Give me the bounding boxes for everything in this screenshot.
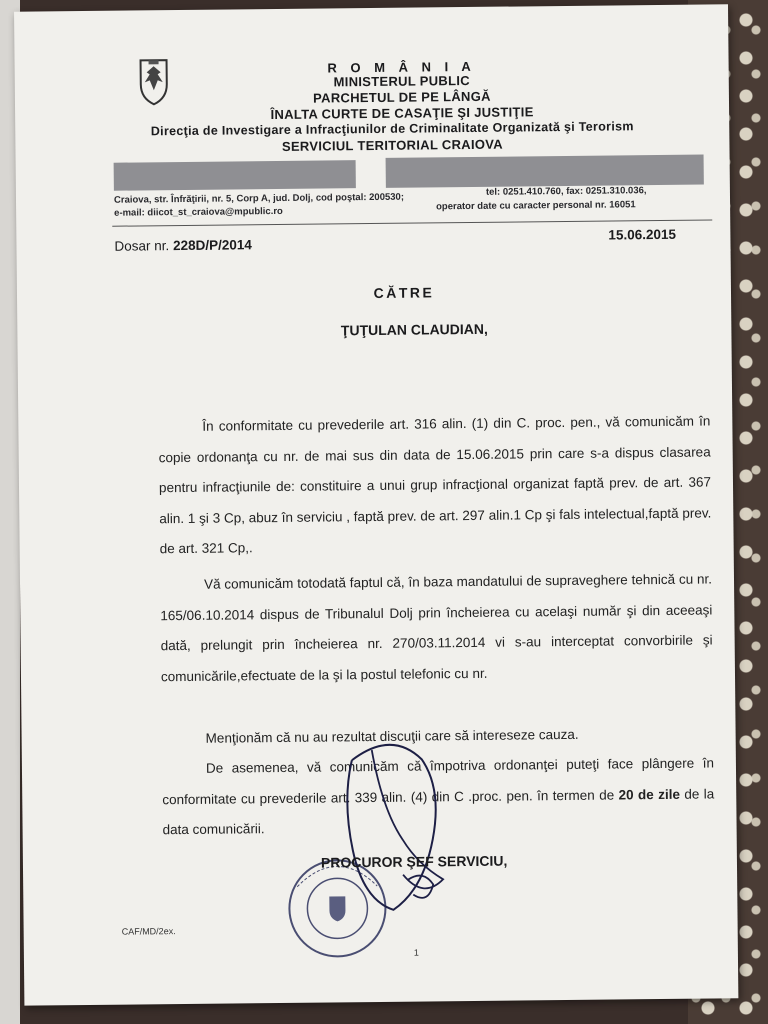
body-text: În conformitate cu prevederile art. 316 alin. (1) din C. proc. pen., vă comunicăm în copie ordonanţa cu nr. de mai sus din data de 15.06.2015 prin care s-a dispus clasarea pentru infracţiunile de: constituire a unui grup infracţional organizat faptă prev. de art. 367 alin. 1 şi 3 Cp, abuz în serviciu , faptă prev. de art. 297 alin.1 Cp şi fals intelectual,faptă prev. de art. 321 Cp,. bbox=[158, 413, 712, 557]
handwritten-signature bbox=[312, 729, 464, 931]
body-text: de la data comunicării. bbox=[162, 785, 715, 838]
deadline: 20 de zile bbox=[618, 786, 680, 802]
contact-operator: operator date cu caracter personal nr. 16051 bbox=[436, 199, 636, 213]
contact-phone: tel: 0251.410.760, fax: 0251.310.036, bbox=[485, 185, 647, 198]
header-country: R O M Â N I A bbox=[327, 58, 476, 76]
body-paragraph-2 bbox=[160, 564, 713, 692]
dosar-number: 228D/P/2014 bbox=[172, 237, 252, 254]
contact-address: Craiova, str. Înfrăţirii, nr. 5, Corp A, jud. Dolj, cod poştal: 200530; bbox=[113, 191, 405, 206]
document-reference: CAF/MD/2ex. bbox=[121, 926, 176, 937]
document-date: 15.06.2015 bbox=[608, 226, 677, 243]
header-service: SERVICIUL TERITORIAL CRAIOVA bbox=[281, 136, 504, 154]
page-number: 1 bbox=[413, 947, 419, 958]
dosar-label: Dosar nr. bbox=[114, 238, 170, 254]
redaction-block bbox=[114, 160, 356, 191]
header-directorate: Direcţia de Investigare a Infracţiunilor de Criminalitate Organizată şi Terorism bbox=[150, 119, 634, 139]
header-court: ÎNALTA CURTE DE CASAŢIE ŞI JUSTIŢIE bbox=[270, 104, 534, 123]
body-paragraph-1 bbox=[158, 406, 712, 564]
recipient-to: CĂTRE bbox=[373, 284, 435, 301]
body-text: Vă comunicăm totodată faptul că, în baza mandatului de supraveghere tehnică cu nr. 165/06.10.2014 dispus de Tribunalul Dolj prin încheierea cu acelaşi număr şi din aceeaşi dată, prelungit prin încheierea nr. 270/03.11.2014 vi s-au interceptat convorbirile şi comunicările,efectuate de la şi la postul telefonic cu nr. bbox=[160, 571, 713, 684]
recipient-name: ŢUŢULAN CLAUDIAN, bbox=[340, 320, 488, 339]
header-divider bbox=[112, 219, 712, 226]
body-text: De asemenea, vă comunicăm că împotriva ordonanţei puteţi face plângere în conformitate cu prevederile art. 339 alin. (4) din C .proc. pen. în termen de bbox=[162, 755, 715, 807]
header-ministry: MINISTERUL PUBLIC bbox=[333, 72, 470, 90]
body-text: Menţionăm că nu au rezultat discuţii care să intereseze cauza. bbox=[205, 726, 579, 746]
signature-title: PROCUROR ŞEF SERVICIU, bbox=[320, 852, 508, 871]
header-parchet: PARCHETUL DE PE LÂNGĂ bbox=[313, 88, 491, 106]
document-page bbox=[14, 4, 738, 1005]
dosar-line bbox=[114, 237, 252, 253]
redaction-block bbox=[386, 155, 704, 188]
contact-email: e-mail: diicot_st_craiova@mpublic.ro bbox=[114, 205, 283, 219]
